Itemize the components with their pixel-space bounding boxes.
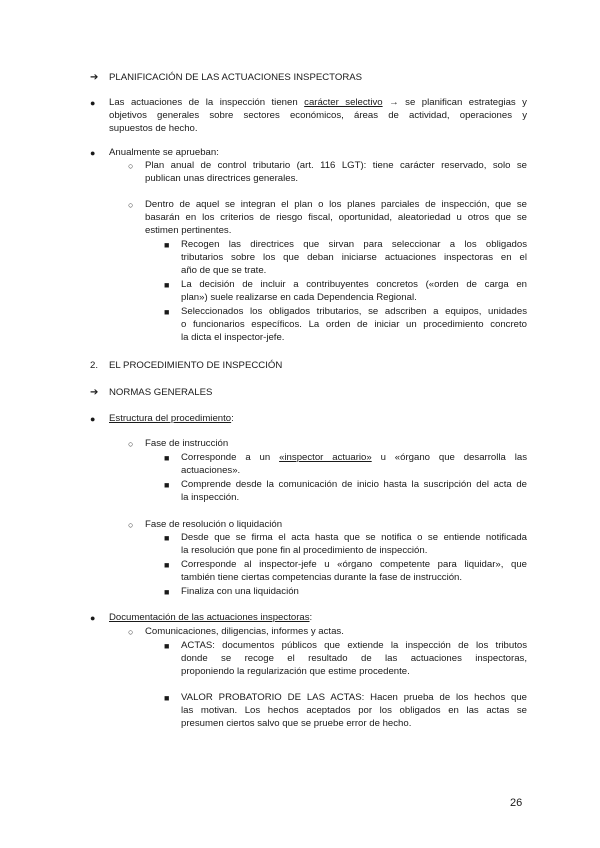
fase-resolucion-title: Fase de resolución o liquidación	[145, 519, 283, 530]
square-bullet-icon: ■	[164, 533, 170, 543]
paragraph-line: Comunicaciones, diligencias, informes y actas.	[145, 626, 344, 637]
paragraph-line: o funcionarios específicos. La orden de iniciar un procedimiento concreto	[181, 319, 527, 330]
documentacion-heading: Documentación de las actuaciones inspectoras:	[109, 612, 313, 623]
paragraph-line: Seleccionados los obligados tributarios, se adscriben a equipos, unidades	[181, 306, 527, 317]
paragraph-line: supuestos de hecho.	[109, 123, 198, 134]
paragraph-line: Desde que se firma el acta hasta que se notifica o se entiende notificada	[181, 532, 527, 543]
paragraph-line: Anualmente se aprueban:	[109, 147, 219, 158]
circle-bullet-icon: ○	[128, 627, 134, 637]
square-bullet-icon: ■	[164, 453, 170, 463]
square-bullet-icon: ■	[164, 641, 170, 651]
circle-bullet-icon: ○	[128, 200, 134, 210]
paragraph-line: las motivan. Los hechos aceptados por los obligados en las actas se	[181, 705, 527, 716]
circle-bullet-icon: ○	[128, 520, 134, 530]
paragraph-line: publican unas directrices generales.	[145, 173, 299, 184]
paragraph-line: plan») suele realizarse en cada Dependencia Regional.	[181, 292, 417, 303]
disc-bullet-icon: ●	[90, 414, 96, 424]
paragraph-line: Dentro de aquel se integran el plan o los planes parciales de inspección, que se	[145, 199, 527, 210]
paragraph-line: objetivos generales sobre sectores económicos, áreas de actividad, operaciones y	[109, 110, 527, 121]
paragraph-line: Plan anual de control tributario (art. 116 LGT): tiene carácter reservado, solo se	[145, 160, 527, 171]
square-bullet-icon: ■	[164, 587, 170, 597]
page-number: 26	[510, 797, 523, 809]
paragraph-line: La decisión de incluir a contribuyentes concretos («orden de carga en	[181, 279, 527, 290]
paragraph-line: la resolución que pone fin al procedimiento de inspección.	[181, 545, 428, 556]
paragraph-line: Las actuaciones de la inspección tienen carácter selectivo → se planifican estrategias y	[109, 97, 527, 108]
paragraph-line: presumen ciertos salvo que se pruebe error de hecho.	[181, 718, 412, 729]
square-bullet-icon: ■	[164, 240, 170, 250]
circle-bullet-icon: ○	[128, 161, 134, 171]
square-bullet-icon: ■	[164, 280, 170, 290]
paragraph-line: estimen pertinentes.	[145, 225, 232, 236]
fase-instruccion-title: Fase de instrucción	[145, 438, 229, 449]
disc-bullet-icon: ●	[90, 148, 96, 158]
paragraph-line: Corresponde a un «inspector actuario» u «órgano que desarrolla las	[181, 452, 527, 463]
paragraph-line: basarán en los criterios de riesgo fiscal, oportunidad, aleatoriedad u otros que se	[145, 212, 527, 223]
disc-bullet-icon: ●	[90, 613, 96, 623]
section-heading-planificacion: PLANIFICACIÓN DE LAS ACTUACIONES INSPECTORAS	[109, 72, 363, 83]
section-title: EL PROCEDIMIENTO DE INSPECCIÓN	[109, 360, 283, 371]
square-bullet-icon: ■	[164, 480, 170, 490]
paragraph-line: la dicta el inspector-jefe.	[181, 332, 285, 343]
paragraph-line: la inspección.	[181, 492, 240, 503]
arrow-bullet-icon: ➔	[90, 72, 99, 83]
circle-bullet-icon: ○	[128, 439, 134, 449]
paragraph-line: también tiene ciertas competencias durante la fase de instrucción.	[181, 572, 463, 583]
square-bullet-icon: ■	[164, 307, 170, 317]
subsection-heading-normas: NORMAS GENERALES	[109, 387, 213, 398]
paragraph-line: Comprende desde la comunicación de inicio hasta la suscripción del acta de	[181, 479, 527, 490]
paragraph-line: ACTAS: documentos públicos que extiende la inspección de los tributos	[181, 640, 527, 651]
paragraph-line: proponiendo la regularización que estime procedente.	[181, 666, 410, 677]
estructura-heading: Estructura del procedimiento:	[109, 413, 234, 424]
paragraph-line: año de que se trate.	[181, 265, 267, 276]
section-number: 2.	[90, 360, 99, 371]
disc-bullet-icon: ●	[90, 98, 96, 108]
paragraph-line: Recogen las directrices que sirvan para seleccionar a los obligados	[181, 239, 527, 250]
square-bullet-icon: ■	[164, 693, 170, 703]
underlined-text: carácter selectivo	[304, 97, 383, 108]
paragraph-line: actuaciones».	[181, 465, 241, 476]
paragraph-line: donde se recoge el resultado de las actuaciones inspectoras,	[181, 653, 527, 664]
arrow-bullet-icon: ➔	[90, 387, 99, 398]
paragraph-line: VALOR PROBATORIO DE LAS ACTAS: Hacen prueba de los hechos que	[181, 692, 527, 703]
square-bullet-icon: ■	[164, 560, 170, 570]
paragraph-line: tributarios sobre los que deban iniciarse actuaciones inspectoras en el	[181, 252, 527, 263]
paragraph-line: Corresponde al inspector-jefe u «órgano competente para liquidar», que	[181, 559, 527, 570]
paragraph-line: Finaliza con una liquidación	[181, 586, 299, 597]
